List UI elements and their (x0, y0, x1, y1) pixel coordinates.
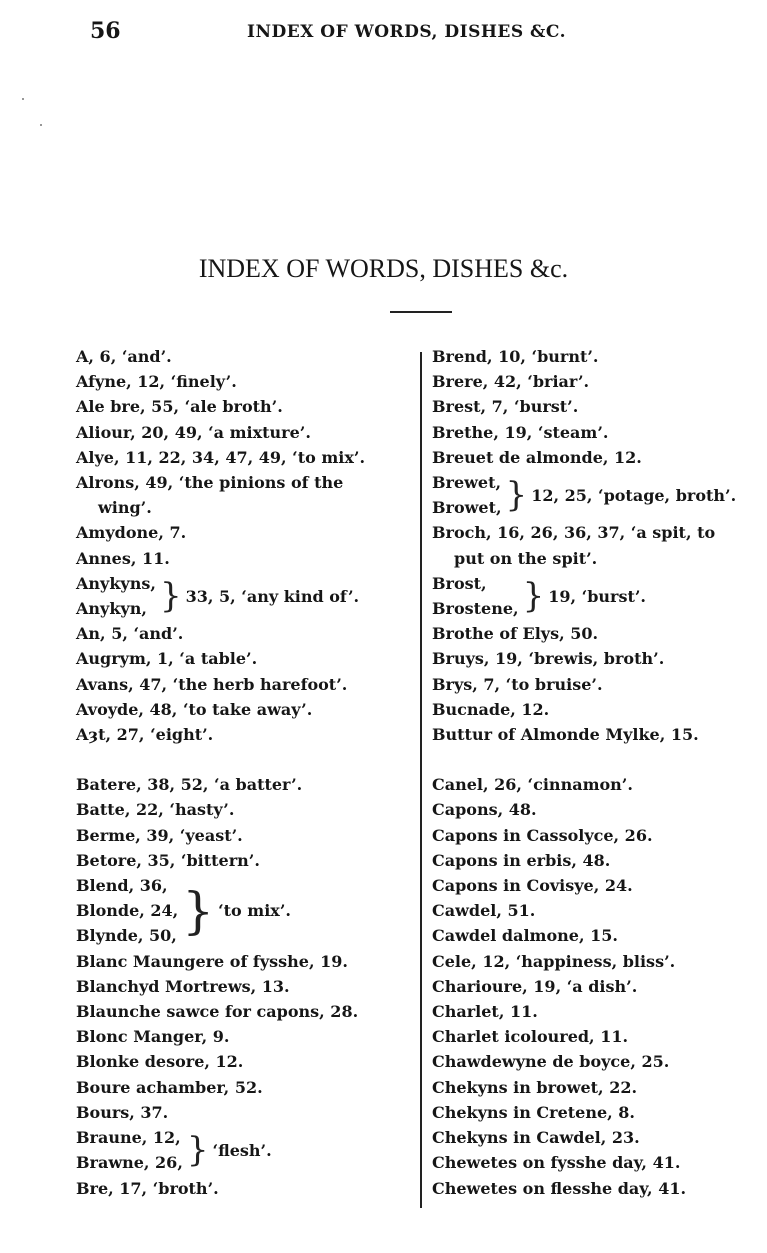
index-entry: Brere, 42, ‘briar’. (432, 372, 590, 392)
index-entry: An, 5, ‘and’. (76, 624, 184, 644)
index-entry: Charlet icoloured, 11. (432, 1027, 629, 1047)
index-entry: Aliour, 20, 49, ‘a mixture’. (76, 422, 311, 442)
brace-icon: } (186, 1130, 209, 1171)
index-entry: Blonke desore, 12. (76, 1052, 244, 1072)
index-entry-group (76, 571, 398, 621)
index-entry-group (76, 873, 398, 949)
group-gloss: 33, 5, ‘any kind of’. (185, 586, 360, 606)
index-entry-group (76, 1125, 398, 1175)
title-rule (390, 311, 452, 313)
page-title: INDEX OF WORDS, DISHES &c. (198, 254, 569, 283)
index-entry: Amydone, 7. (76, 523, 187, 543)
index-entry: Augrym, 1, ‘a table’. (76, 649, 258, 669)
running-title: INDEX OF WORDS, DISHES &C. (247, 22, 567, 42)
group-gloss: ‘flesh’. (212, 1140, 272, 1160)
index-entry: Bucnade, 12. (432, 699, 550, 719)
group-word: Brawne, 26, (76, 1153, 183, 1173)
paper-speck (40, 124, 42, 126)
index-entry: Chewetes on fysshe day, 41. (432, 1153, 681, 1173)
index-entry: Batte, 22, ‘hasty’. (76, 800, 235, 820)
index-entry: Brest, 7, ‘burst’. (432, 397, 579, 417)
index-entry: Brend, 10, ‘burnt’. (432, 347, 599, 366)
section-gap (432, 747, 747, 772)
index-entry: Blanc Maungere of fysshe, 19. (76, 951, 348, 971)
section-gap (76, 747, 398, 772)
group-word: Blonde, 24, (76, 901, 179, 921)
index-entry: Chawdewyne de boyce, 25. (432, 1052, 670, 1072)
page-number: 56 (90, 18, 121, 44)
index-entry: Berme, 39, ‘yeast’. (76, 825, 243, 845)
index-entry: Cele, 12, ‘happiness, bliss’. (432, 951, 676, 971)
index-entry: Betore, 35, ‘bittern’. (76, 850, 260, 870)
index-entry: Blaunche sawce for capons, 28. (76, 1002, 359, 1022)
index-column-right (432, 344, 747, 1201)
paper-speck (22, 98, 24, 100)
index-entry-group (432, 470, 747, 520)
index-entry: A, 6, ‘and’. (76, 347, 172, 366)
index-entry: Blanchyd Mortrews, 13. (76, 976, 290, 996)
group-gloss: 19, ‘burst’. (548, 586, 646, 606)
index-entry: Capons in Cassolyce, 26. (432, 825, 653, 845)
group-word: Brost, (432, 573, 487, 593)
group-word: Brewet, (432, 473, 502, 493)
column-divider (420, 352, 422, 1208)
group-gloss: ‘to mix’. (218, 901, 291, 921)
group-word: Anykyn, (76, 599, 147, 619)
index-entry: Capons in Covisye, 24. (432, 876, 633, 896)
index-entry: Chekyns in browet, 22. (432, 1077, 638, 1097)
group-word: Blend, 36, (76, 876, 168, 896)
index-entry: Alrons, 49, ‘the pinions of the wing’. (76, 473, 344, 518)
index-entry: Bre, 17, ‘broth’. (76, 1178, 219, 1198)
index-entry: Aȝt, 27, ‘eight’. (76, 725, 214, 745)
index-entry: Capons, 48. (432, 800, 537, 820)
group-word: Anykyns, (76, 573, 156, 593)
group-gloss: 12, 25, ‘potage, broth’. (531, 485, 737, 505)
index-entry: Canel, 26, ‘cinnamon’. (432, 775, 633, 795)
index-entry: Brethe, 19, ‘steam’. (432, 422, 609, 442)
brace-icon: } (522, 576, 545, 617)
index-column-left (76, 344, 398, 1201)
index-entry: Bruys, 19, ‘brewis, broth’. (432, 649, 665, 669)
index-entry: Chekyns in Cretene, 8. (432, 1102, 635, 1122)
index-entry: Annes, 11. (76, 548, 170, 568)
index-entry: Cawdel, 51. (432, 901, 536, 921)
index-entry: Boure achamber, 52. (76, 1077, 263, 1097)
group-word: Brostene, (432, 599, 519, 619)
index-entry: Avoyde, 48, ‘to take away’. (76, 699, 313, 719)
group-word: Browet, (432, 498, 502, 518)
index-entry: Charioure, 19, ‘a dish’. (432, 976, 638, 996)
index-entry: Capons in erbis, 48. (432, 850, 611, 870)
index-entry-group (432, 571, 747, 621)
brace-icon: } (159, 576, 182, 617)
index-entry: Afyne, 12, ‘finely’. (76, 372, 237, 392)
index-entry: Broch, 16, 26, 36, 37, ‘a spit, to put on the spit’. (432, 523, 716, 568)
index-entry: Ale bre, 55, ‘ale broth’. (76, 397, 283, 417)
index-entry: Brothe of Elys, 50. (432, 624, 599, 644)
index-entry: Batere, 38, 52, ‘a batter’. (76, 775, 303, 795)
brace-icon: } (505, 475, 528, 516)
index-entry: Breuet de almonde, 12. (432, 447, 642, 467)
index-entry: Blonc Manger, 9. (76, 1027, 230, 1047)
index-entry: Alye, 11, 22, 34, 47, 49, ‘to mix’. (76, 447, 366, 467)
index-entry: Cawdel dalmone, 15. (432, 926, 618, 946)
running-head (0, 16, 767, 46)
index-entry: Chekyns in Cawdel, 23. (432, 1128, 640, 1148)
index-entry: Bours, 37. (76, 1102, 169, 1122)
group-word: Blynde, 50, (76, 926, 177, 946)
index-entry: Chewetes on flesshe day, 41. (432, 1178, 687, 1198)
index-entry: Brys, 7, ‘to bruise’. (432, 674, 603, 694)
index-entry: Charlet, 11. (432, 1002, 538, 1022)
brace-icon: } (182, 881, 215, 940)
group-word: Braune, 12, (76, 1128, 181, 1148)
index-entry: Buttur of Almonde Mylke, 15. (432, 725, 699, 745)
index-entry: Avans, 47, ‘the herb harefoot’. (76, 674, 348, 694)
